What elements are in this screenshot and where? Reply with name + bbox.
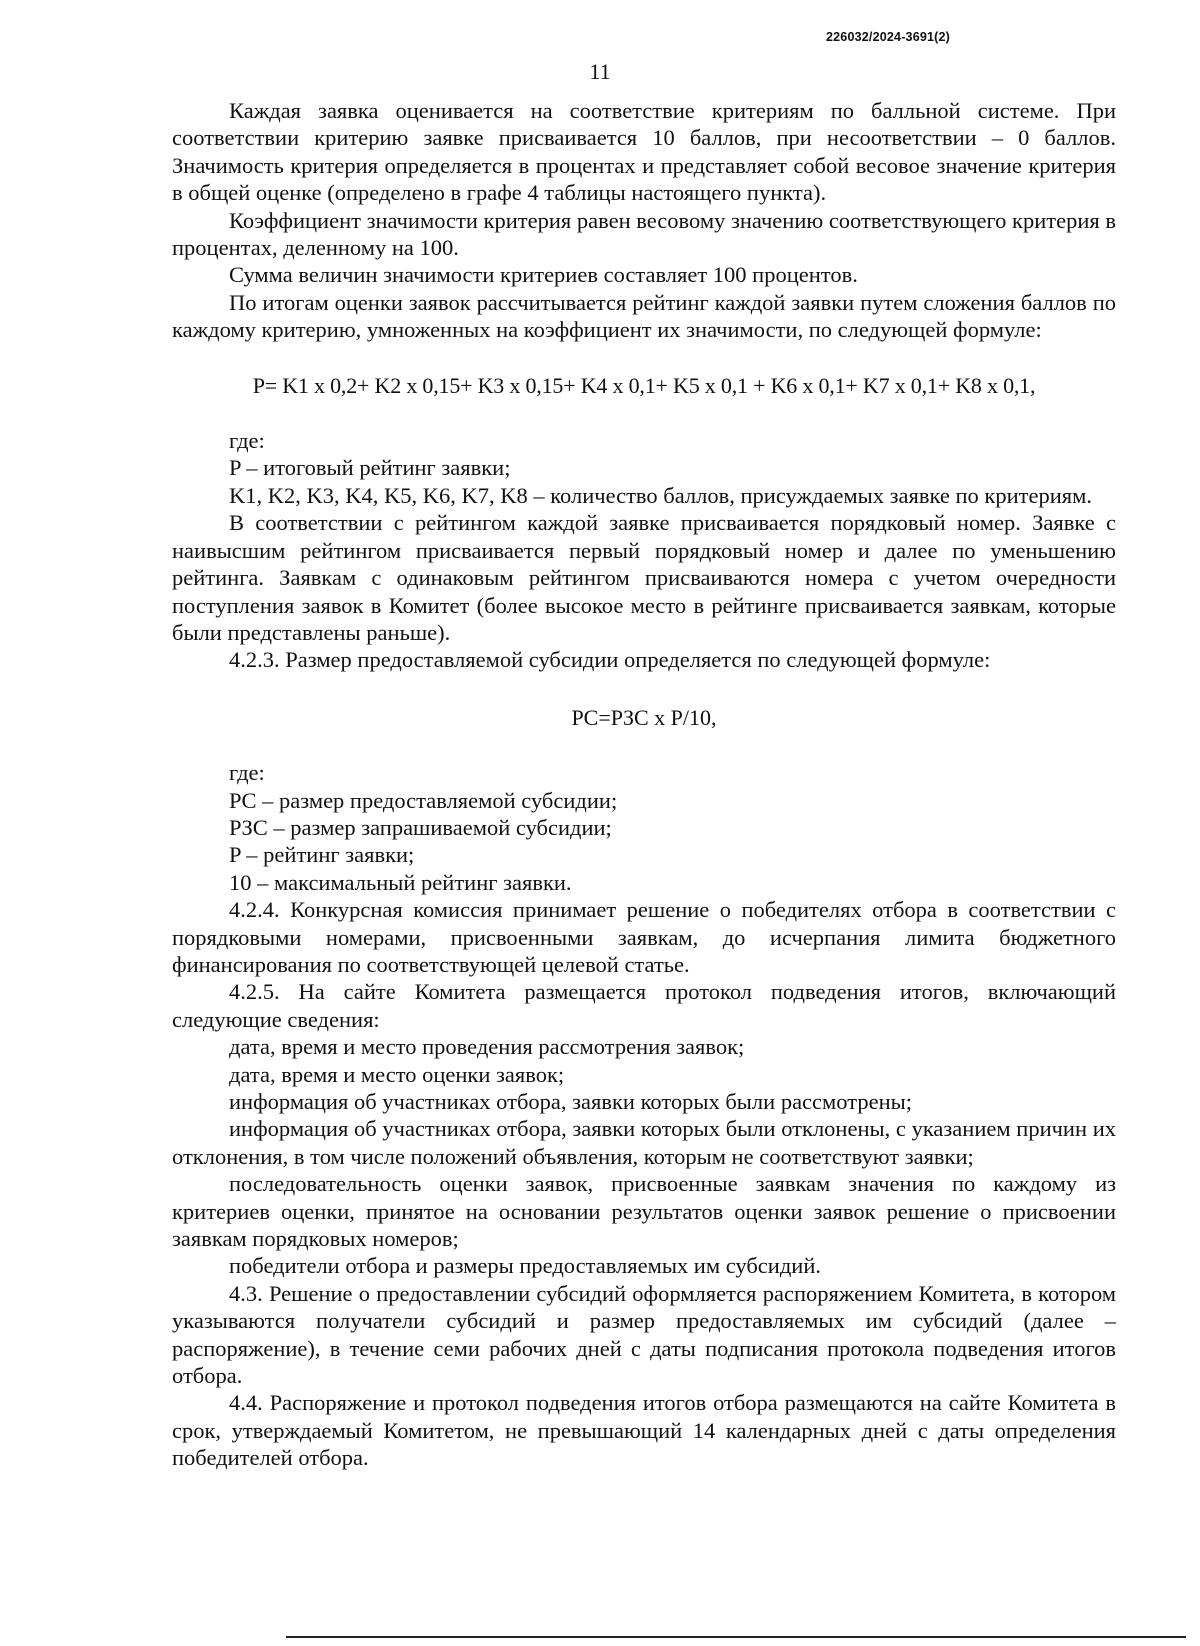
where-label-2: где: [229, 760, 265, 786]
document-id: 226032/2024-3691(2) [826, 30, 951, 44]
definition-provided-subsidy: PC – размер предоставляемой субсидии; [229, 787, 618, 813]
definition-rating: P – итоговый рейтинг заявки; [229, 455, 511, 481]
where-label-1: где: [229, 428, 265, 454]
definition-application-rating: P – рейтинг заявки; [229, 842, 415, 868]
paragraph-rating-calculation: По итогам оценки заявок рассчитывается рейтинг каждой заявки путем сложения баллов по каждому критерию, умноженных на коэффициент их значимости, по следующей формуле: [172, 289, 1116, 343]
protocol-item-winners: победители отбора и размеры предоставляемых им субсидий. [229, 1253, 821, 1279]
paragraph-4-2-5: 4.2.5. На сайте Комитета размещается протокол подведения итогов, включающий следующие сведения: [172, 979, 1116, 1032]
protocol-item-evaluation-sequence: последовательность оценки заявок, присвоенные заявкам значения по каждому из критериев оценки, принятое на основании результатов оценки заявок решение о присвоении заявкам порядковых номеров; [172, 1171, 1116, 1252]
protocol-item-review: дата, время и место проведения рассмотрения заявок; [229, 1034, 745, 1060]
protocol-item-rejected-participants: информация об участниках отбора, заявки которых были отклонены, с указанием причин их отклонения, в том числе положений объявления, которым не соответствуют заявки; [172, 1116, 1116, 1169]
paragraph-4-4: 4.4. Распоряжение и протокол подведения итогов отбора размещаются на сайте Комитета в срок, утверждаемый Комитетом, не превышающий 14 календарных дней с даты определения победителей отбора. [172, 1390, 1116, 1471]
paragraph-4-3: 4.3. Решение о предоставлении субсидий оформляется распоряжением Комитета, в котором указываются получатели субсидий и размер предоставляемых им субсидий (далее – распоряжение), в течение семи рабочих дней с даты подписания протокола подведения итогов отбора. [172, 1280, 1116, 1389]
rating-formula: P= K1 x 0,2+ K2 x 0,15+ K3 x 0,15+ K4 x 0,1+ K5 x 0,1 + K6 x 0,1+ K7 x 0,1+ K8 x 0,1, [252, 372, 1036, 398]
subsidy-formula: PC=PЗC x P/10, [571, 704, 717, 730]
definition-criteria-points: K1, K2, K3, K4, K5, K6, K7, K8 – количество баллов, присуждаемых заявке по критериям. [229, 482, 1092, 508]
paragraph-4-2-3: 4.2.3. Размер предоставляемой субсидии определяется по следующей формуле: [229, 647, 991, 673]
protocol-item-evaluation: дата, время и место оценки заявок; [229, 1061, 565, 1087]
bottom-border-line [286, 1636, 1186, 1638]
paragraph-coefficient: Коэффициент значимости критерия равен весовому значению соответствующего критерия в процентах, деленному на 100. [172, 207, 1116, 261]
definition-max-rating: 10 – максимальный рейтинг заявки. [229, 869, 572, 895]
page-number: 11 [589, 59, 611, 84]
protocol-item-reviewed-participants: информация об участниках отбора, заявки которых были рассмотрены; [229, 1089, 912, 1114]
definition-requested-subsidy: PЗC – размер запрашиваемой субсидии; [229, 814, 612, 840]
paragraph-scoring-system: Каждая заявка оценивается на соответствие критериям по балльной системе. При соответствии критерию заявке присваивается 10 баллов, при несоответствии – 0 баллов. Значимость критерия определяется в процентах и представляет собой весовое значение критерия в общей оценке (определено в графе 4 таблицы настоящего пункта). [172, 98, 1116, 206]
document-body [172, 97, 1116, 1472]
paragraph-sum-significance: Сумма величин значимости критериев составляет 100 процентов. [229, 262, 858, 288]
paragraph-4-2-4: 4.2.4. Конкурсная комиссия принимает решение о победителях отбора в соответствии с порядковыми номерами, присвоенными заявкам, до исчерпания лимита бюджетного финансирования по соответствующей целевой статье. [172, 897, 1116, 977]
paragraph-ranking: В соответствии с рейтингом каждой заявке присваивается порядковый номер. Заявке с наивысшим рейтингом присваивается первый порядковый номер и далее по уменьшению рейтинга. Заявкам с одинаковым рейтингом присваиваются номера с учетом очередности поступления заявок в Комитет (более высокое место в рейтинге присваивается заявкам, которые были представлены раньше). [172, 510, 1116, 645]
